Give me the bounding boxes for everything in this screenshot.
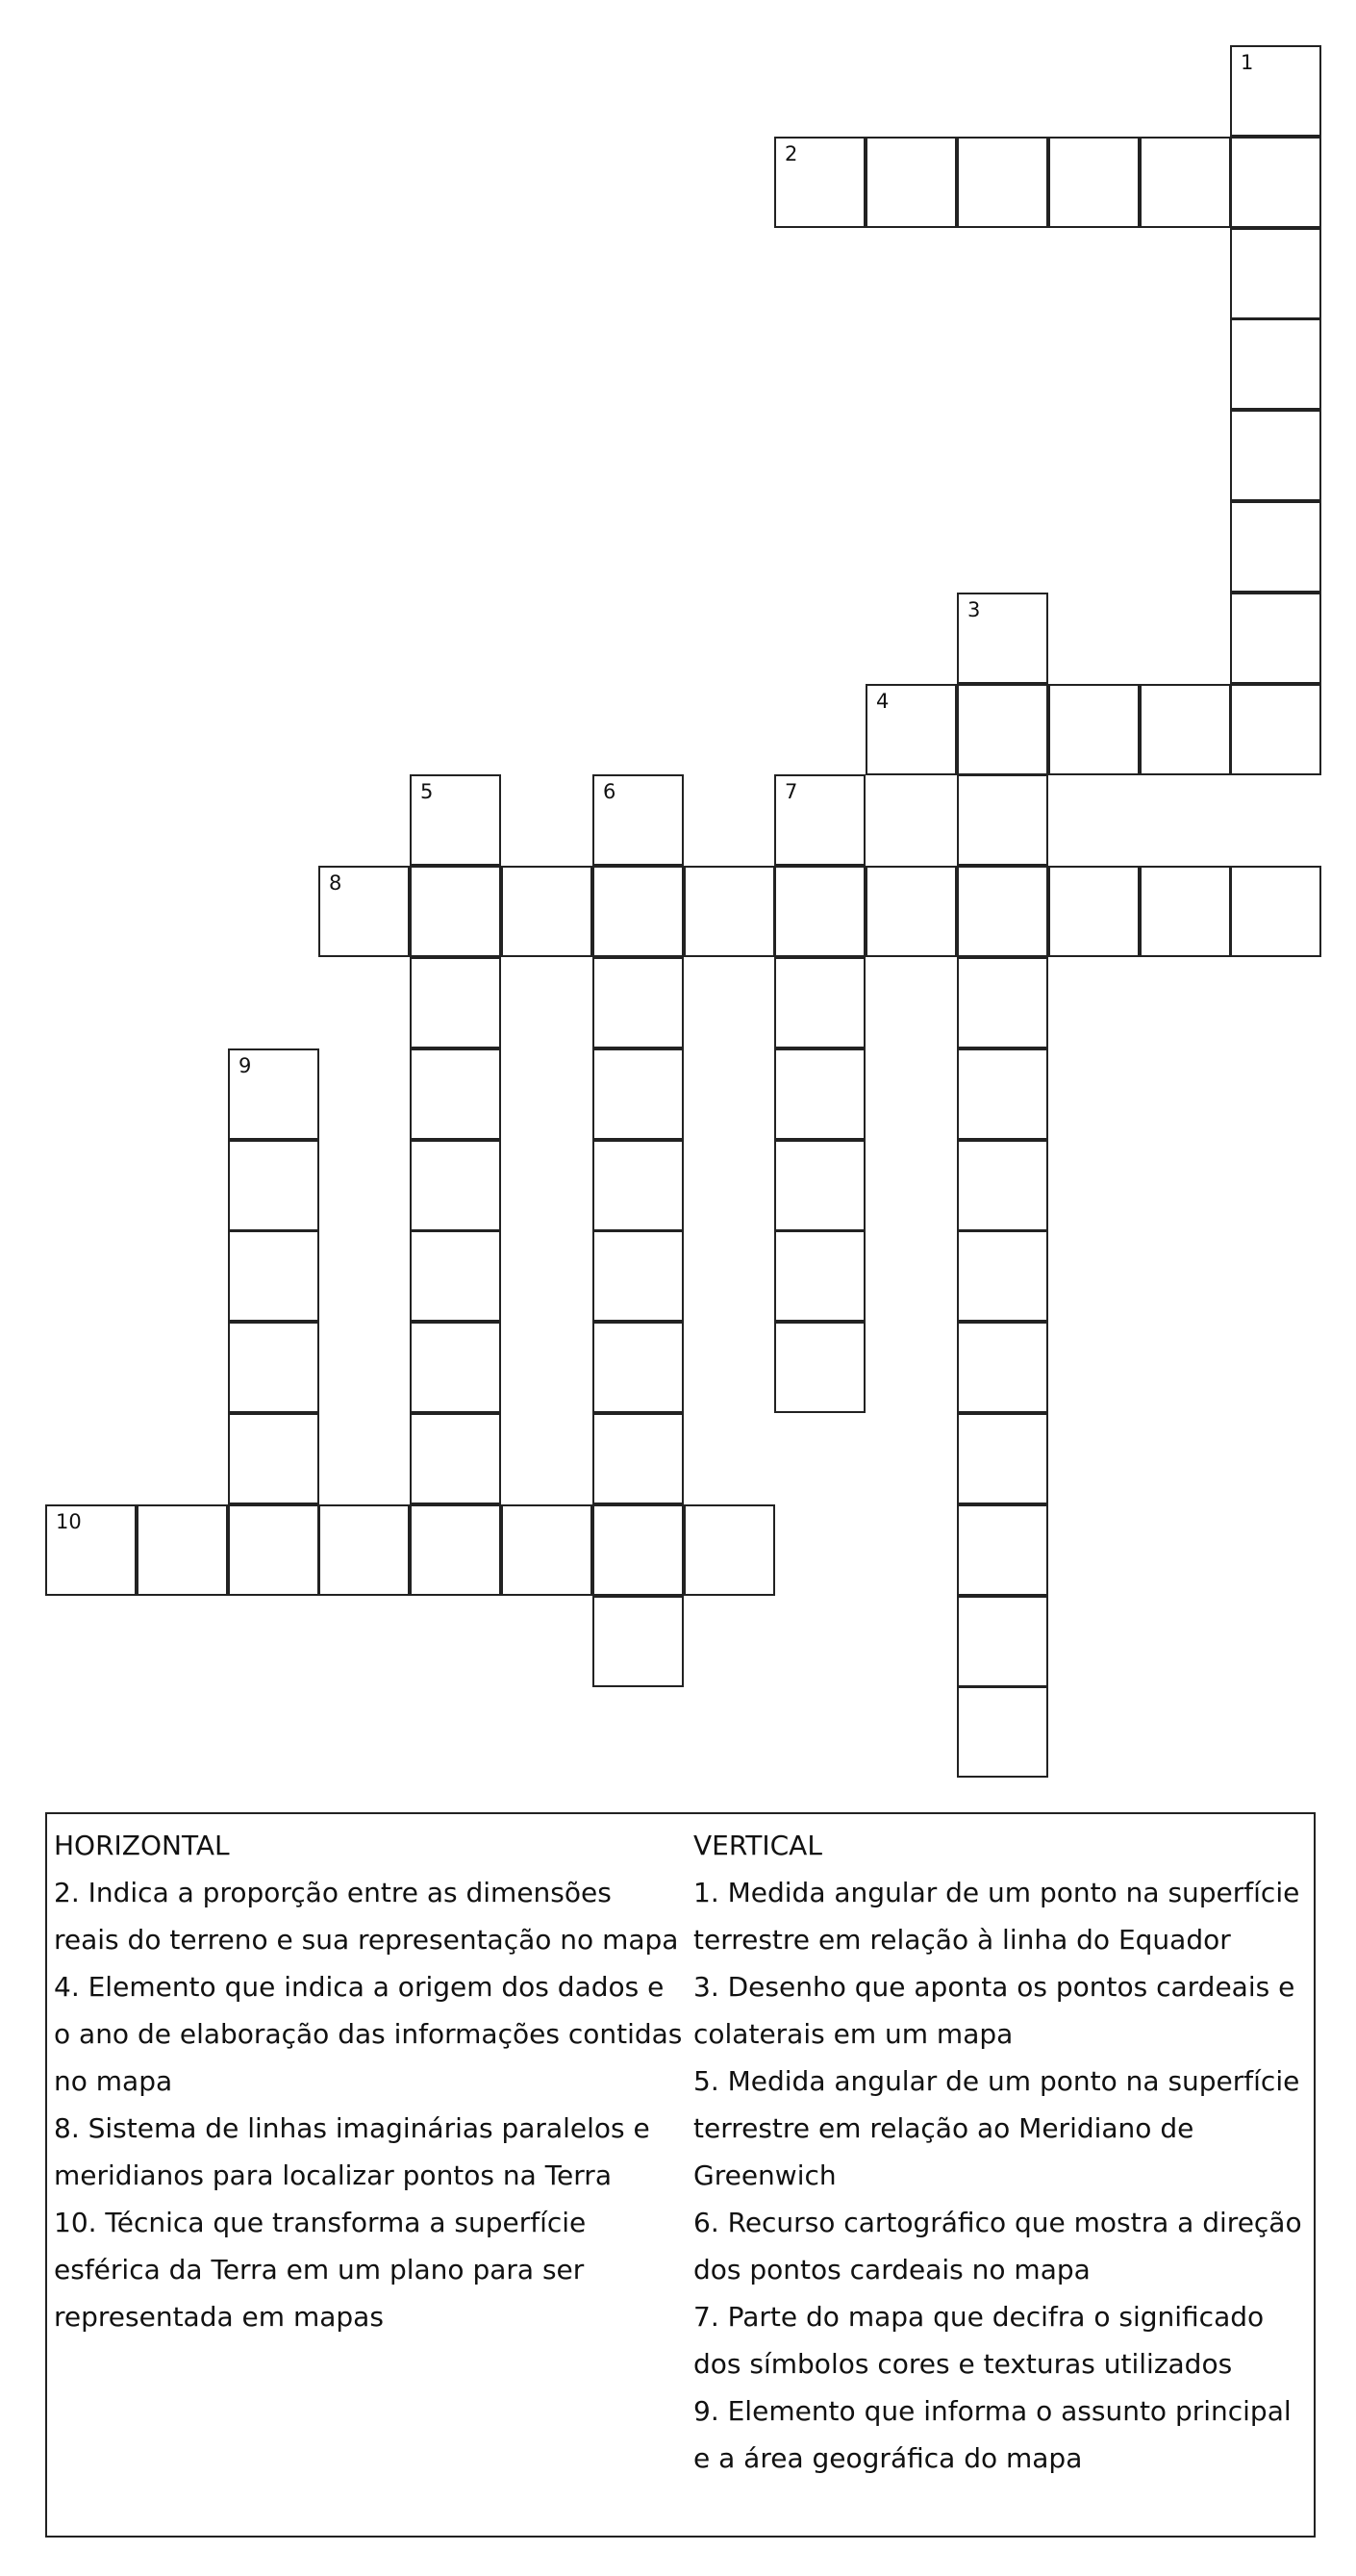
clue-number-4: 4 [876, 690, 890, 713]
crossword-cell[interactable] [228, 1504, 319, 1596]
crossword-cell[interactable] [410, 1413, 501, 1504]
crossword-cell[interactable] [1230, 684, 1321, 775]
crossword-cell[interactable] [137, 1504, 228, 1596]
crossword-cell[interactable] [501, 866, 592, 957]
crossword-cell[interactable] [774, 866, 866, 957]
clue-horizontal-10: 10. Técnica que transforma a superfície esférica da Terra em um plano para ser representada em mapas [54, 2207, 587, 2333]
crossword-cell[interactable] [592, 1048, 684, 1140]
crossword-cell[interactable] [1230, 137, 1321, 228]
crossword-cell[interactable] [957, 957, 1048, 1048]
crossword-cell[interactable] [410, 1048, 501, 1140]
crossword-cell[interactable] [957, 1322, 1048, 1413]
crossword-cell[interactable] [228, 1413, 319, 1504]
crossword-cell[interactable] [592, 1413, 684, 1504]
clue-horizontal-8: 8. Sistema de linhas imaginárias paralelos e meridianos para localizar pontos na Terra [54, 2112, 650, 2191]
crossword-cell[interactable] [1048, 137, 1140, 228]
clue-vertical-9: 9. Elemento que informa o assunto principal e a área geográfica do mapa [693, 2395, 1292, 2474]
vertical-heading: VERTICAL [693, 1830, 822, 1861]
crossword-cell[interactable] [1230, 866, 1321, 957]
crossword-cell[interactable] [592, 1596, 684, 1687]
crossword-cell[interactable] [774, 137, 866, 228]
crossword-cell[interactable] [957, 866, 1048, 957]
crossword-cell[interactable] [684, 1504, 775, 1596]
crossword-cell[interactable] [1140, 137, 1231, 228]
crossword-cell[interactable] [592, 866, 684, 957]
crossword-cell[interactable] [592, 1322, 684, 1413]
clue-vertical-6: 6. Recurso cartográfico que mostra a direção dos pontos cardeais no mapa [693, 2207, 1302, 2286]
crossword-cell[interactable] [957, 774, 1048, 866]
crossword-cell[interactable] [410, 774, 501, 866]
crossword-cell[interactable] [410, 957, 501, 1048]
clue-horizontal-4: 4. Elemento que indica a origem dos dados e o ano de elaboração das informações contidas no mapa [54, 1971, 683, 2097]
crossword-cell[interactable] [957, 1686, 1048, 1778]
crossword-cell[interactable] [592, 957, 684, 1048]
clue-vertical-7: 7. Parte do mapa que decifra o significado dos símbolos cores e texturas utilizados [693, 2301, 1265, 2380]
crossword-cell[interactable] [774, 1230, 866, 1322]
crossword-cell[interactable] [866, 137, 957, 228]
crossword-cell[interactable] [1230, 45, 1321, 137]
crossword-cell[interactable] [45, 1504, 137, 1596]
crossword-cell[interactable] [592, 1230, 684, 1322]
vertical-clues [693, 1822, 1314, 2482]
crossword-cell[interactable] [774, 957, 866, 1048]
crossword-cell[interactable] [228, 1048, 319, 1140]
crossword-cell[interactable] [957, 1048, 1048, 1140]
crossword-cell[interactable] [866, 684, 957, 775]
clue-number-3: 3 [967, 598, 981, 621]
crossword-cell[interactable] [592, 1504, 684, 1596]
crossword-cell[interactable] [957, 1596, 1048, 1687]
clue-number-1: 1 [1241, 51, 1254, 74]
crossword-cell[interactable] [592, 774, 684, 866]
crossword-cell[interactable] [228, 1322, 319, 1413]
crossword-cell[interactable] [228, 1230, 319, 1322]
crossword-cell[interactable] [774, 1048, 866, 1140]
crossword-cell[interactable] [684, 866, 775, 957]
crossword-cell[interactable] [866, 866, 957, 957]
crossword-cell[interactable] [1230, 501, 1321, 593]
clue-vertical-1: 1. Medida angular de um ponto na superfície terrestre em relação à linha do Equador [693, 1877, 1300, 1956]
crossword-cell[interactable] [410, 1322, 501, 1413]
crossword-cell[interactable] [1230, 410, 1321, 501]
clue-number-2: 2 [785, 142, 798, 165]
crossword-cell[interactable] [228, 1140, 319, 1231]
crossword-cell[interactable] [1230, 228, 1321, 319]
crossword-cell[interactable] [410, 1504, 501, 1596]
crossword-cell[interactable] [1048, 684, 1140, 775]
clue-number-7: 7 [785, 780, 798, 803]
clue-number-5: 5 [420, 780, 434, 803]
crossword-cell[interactable] [774, 1322, 866, 1413]
crossword-cell[interactable] [774, 774, 866, 866]
crossword-cell[interactable] [957, 1504, 1048, 1596]
crossword-cell[interactable] [957, 137, 1048, 228]
clues-panel [45, 1812, 1316, 2538]
crossword-cell[interactable] [410, 1140, 501, 1231]
crossword-cell[interactable] [501, 1504, 592, 1596]
crossword-cell[interactable] [318, 1504, 410, 1596]
crossword-cell[interactable] [592, 1140, 684, 1231]
clue-vertical-5: 5. Medida angular de um ponto na superfície terrestre em relação ao Meridiano de Greenwich [693, 2065, 1300, 2191]
crossword-cell[interactable] [410, 1230, 501, 1322]
crossword-cell[interactable] [318, 866, 410, 957]
crossword-cell[interactable] [957, 593, 1048, 684]
crossword-cell[interactable] [957, 684, 1048, 775]
crossword-cell[interactable] [957, 1140, 1048, 1231]
horizontal-heading: HORIZONTAL [54, 1830, 230, 1861]
crossword-cell[interactable] [774, 1140, 866, 1231]
crossword-cell[interactable] [1230, 593, 1321, 684]
crossword-cell[interactable] [1140, 866, 1231, 957]
crossword-cell[interactable] [1230, 318, 1321, 410]
clue-number-8: 8 [329, 871, 342, 895]
clue-horizontal-2: 2. Indica a proporção entre as dimensões reais do terreno e sua representação no mapa [54, 1877, 679, 1956]
crossword-cell[interactable] [957, 1413, 1048, 1504]
crossword-cell[interactable] [1048, 866, 1140, 957]
clue-number-6: 6 [603, 780, 616, 803]
crossword-cell[interactable] [957, 1230, 1048, 1322]
horizontal-clues [54, 1822, 684, 2340]
clue-number-9: 9 [239, 1054, 252, 1077]
crossword-cell[interactable] [410, 866, 501, 957]
clue-number-10: 10 [56, 1510, 82, 1533]
clue-vertical-3: 3. Desenho que aponta os pontos cardeais e colaterais em um mapa [693, 1971, 1295, 2050]
crossword-cell[interactable] [1140, 684, 1231, 775]
